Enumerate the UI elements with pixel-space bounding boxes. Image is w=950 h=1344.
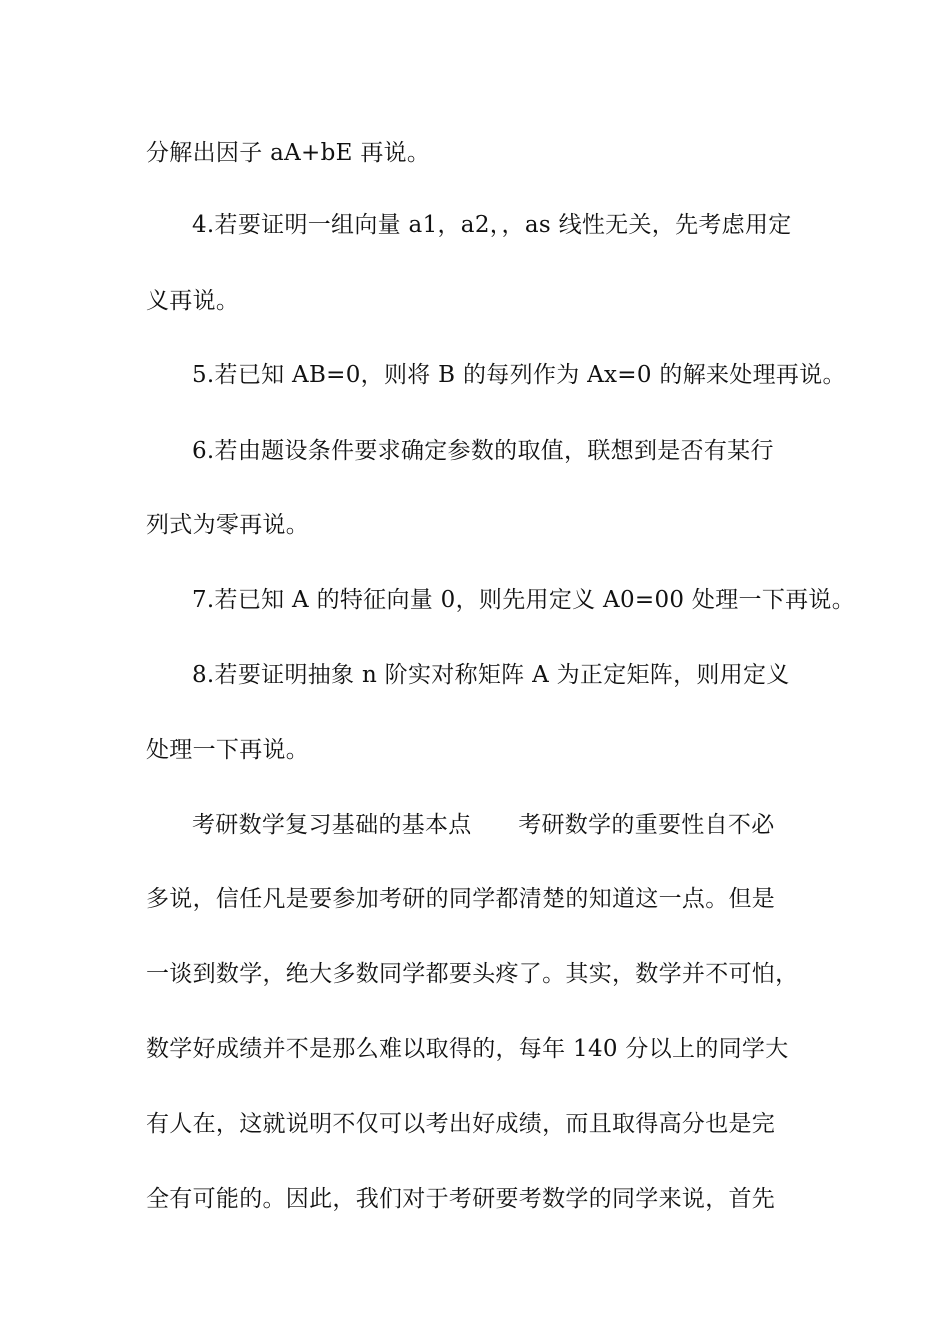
text-line-item-5: 5.若已知 AB=0，则将 B 的每列作为 Ax=0 的解来处理再说。 (192, 362, 846, 388)
text-line-item-8: 8.若要证明抽象 n 阶实对称矩阵 A 为正定矩阵，则用定义 (192, 662, 790, 688)
text-line-paragraph: 有人在，这就说明不仅可以考出好成绩，而且取得高分也是完 (146, 1111, 776, 1137)
text-line-item-6-cont: 列式为零再说。 (146, 512, 310, 538)
text-line-item-4: 4.若要证明一组向量 a1，a2，，as 线性无关，先考虑用定 (192, 212, 792, 238)
text-line-paragraph: 全有可能的。因此，我们对于考研要考数学的同学来说，首先 (146, 1186, 776, 1212)
text-line-section-heading: 考研数学复习基础的基本点 考研数学的重要性自不必 (192, 812, 775, 838)
text-line-paragraph: 多说，信任凡是要参加考研的同学都清楚的知道这一点。但是 (146, 886, 776, 912)
text-line-paragraph: 数学好成绩并不是那么难以取得的，每年 140 分以上的同学大 (146, 1036, 789, 1062)
text-line-item-6: 6.若由题设条件要求确定参数的取值，联想到是否有某行 (192, 438, 774, 464)
text-line-item-8-cont: 处理一下再说。 (146, 737, 310, 763)
text-line-factor: 分解出因子 aA+bE 再说。 (146, 140, 431, 166)
text-line-paragraph: 一谈到数学，绝大多数同学都要头疼了。其实，数学并不可怕， (146, 961, 799, 987)
text-line-item-4-cont: 义再说。 (146, 288, 240, 314)
text-line-item-7: 7.若已知 A 的特征向量 0，则先用定义 A0=00 处理一下再说。 (192, 587, 856, 613)
